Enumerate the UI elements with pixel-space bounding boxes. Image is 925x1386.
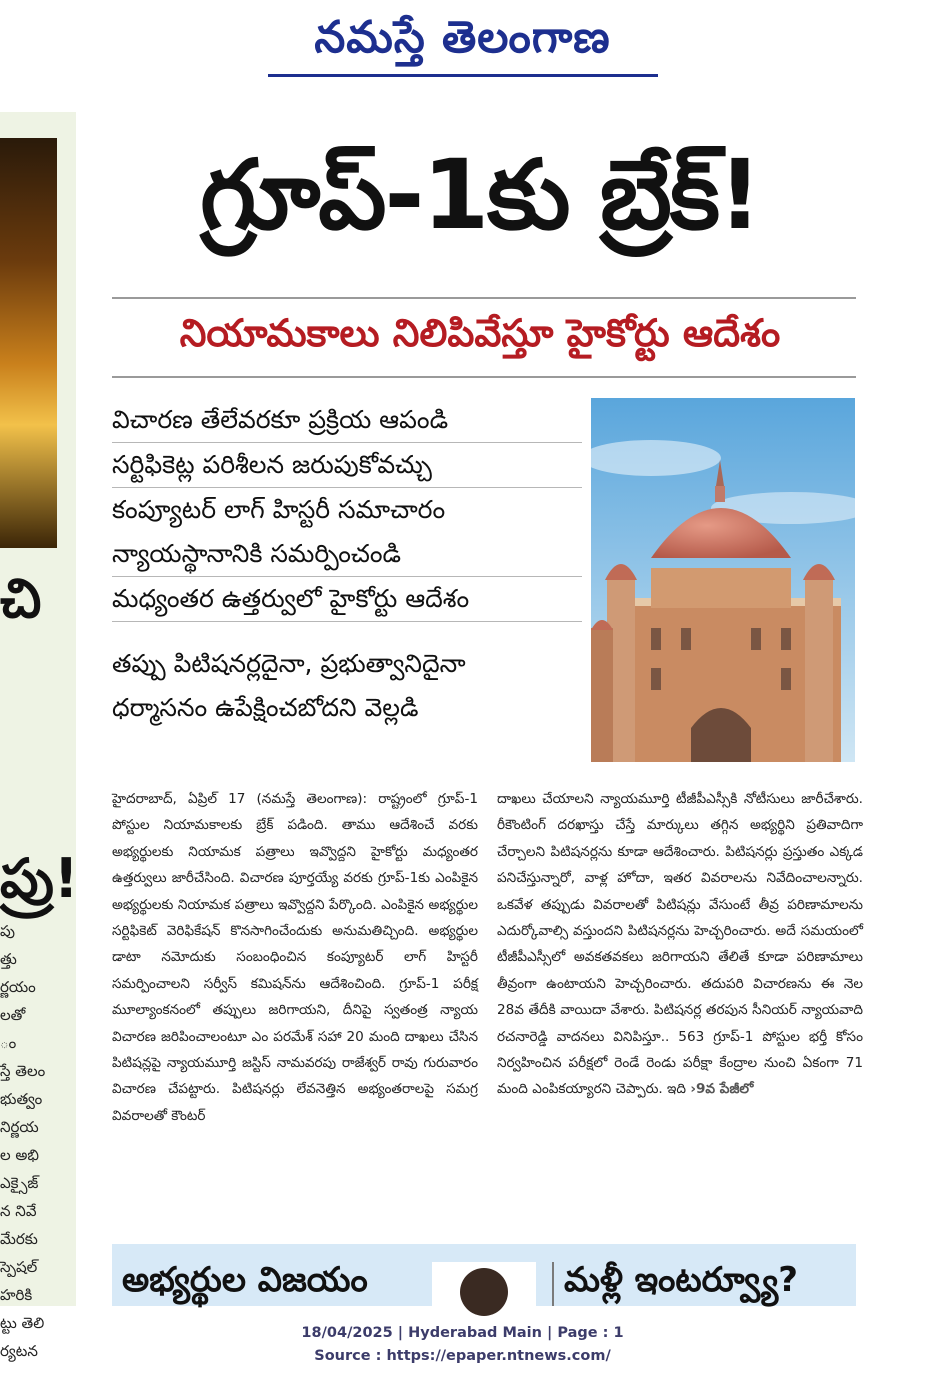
article-column-2-text: దాఖలు చేయాలని న్యాయమూర్తి టీజీపీఎస్సీకి నోటీసులు జారీచేశారు. రీకౌంటింగ్ దరఖాస్తు చేస్తే మార్కులు తగ్గిన అభ్యర్థిని ప్రతివాదిగా చేర్చాలని పిటిషనర్లను కూడా ఆదేశించారు. పిటిషనర్లు ప్రస్తుతం ఎక్కడ పనిచేస్తున్నారో, వాళ్ల హోదా, ఇతర వివరాలను నివేదించాలన్నారు. ఒకవేళ తప్పుడు వివరాలతో పిటిషన్లు వేసుంటే తీవ్ర పరిణామాలను ఎదుర్కోవాల్సి వస్తుందని పిటిషనర్లను హెచ్చరించారు. అదే సమయంలో టీజీపీఎస్సీలో అవకతవకలు జరిగాయని తేలితే కూడా పరిణామాలు తీవ్రంగా ఉంటాయని హెచ్చరించారు. తదుపరి విచారణను ఈ నెల 28వ తేదీకి వాయిదా వేశారు. పిటిషనర్ల తరపున సీనియర్ న్యాయవాది రచనారెడ్డి వాదనలు వినిపిస్తూ.. 563 గ్రూప్-1 పోస్టుల భర్తీ కోసం నిర్వహించిన పరీక్షలో రెండే రెండు పరీక్షా కేంద్రాల నుంచి ఏకంగా 71 మంది ఎంపికయ్యారని చెప్పారు. ఇది <box>497 791 863 1098</box>
headline-divider <box>112 297 856 299</box>
page-footer <box>0 1322 925 1368</box>
highlight-line: మధ్యంతర ఉత్తర్వులో హైకోర్టు ఆదేశం <box>112 577 582 622</box>
adjacent-text-line: ం <box>0 1034 17 1052</box>
highlights-box <box>112 398 582 730</box>
adjacent-text-line: ట్టు తెలి <box>0 1314 45 1332</box>
adjacent-text-line: ల అభి <box>0 1146 39 1164</box>
related-story-portrait <box>432 1262 536 1306</box>
portrait-avatar <box>460 1268 508 1316</box>
highlight-line: ధర్మాసనం ఉపేక్షించబోదని వెల్లడి <box>112 693 419 722</box>
adjacent-text-line: మేరకు <box>0 1230 38 1248</box>
highlight-line: కంప్యూటర్ లాగ్ హిస్టరీ సమాచారం <box>112 495 446 524</box>
related-story-title-right: మళ్లీ ఇంటర్వ్యూ? <box>564 1260 798 1300</box>
continued-on-page-link[interactable]: ›9వ పేజీలో <box>690 1081 754 1098</box>
subheadline-divider <box>112 376 856 378</box>
adjacent-text-line: ర్ణయం <box>0 978 36 996</box>
masthead-title: నమస్తే తెలంగాణ <box>314 12 611 63</box>
highlight-line: తప్పు పిటిషనర్లదైనా, ప్రభుత్వానిదైనా <box>112 649 466 678</box>
main-headline: గ్రూప్-1కు బ్రేక్! <box>200 139 760 251</box>
adjacent-text-line: త్తు <box>0 950 17 968</box>
adjacent-text-line: స్పెషల్ <box>0 1258 38 1276</box>
high-court-photo <box>591 398 855 762</box>
adjacent-text-line: హరికి <box>0 1286 33 1304</box>
article-column-2 <box>497 786 863 1103</box>
high-court-illustration <box>591 398 855 762</box>
highlight-line: విచారణ తేలేవరకూ ప్రక్రియ ఆపండి <box>112 398 582 443</box>
source-link[interactable]: Source : https://epaper.ntnews.com/ <box>314 1348 611 1364</box>
adjacent-headline-fragment-2: ప్రు! <box>0 847 79 910</box>
highlight-line: సర్టిఫికెట్ల పరిశీలన జరుపుకోవచ్చు <box>112 443 582 488</box>
adjacent-text-line: న నివే <box>0 1202 37 1220</box>
adjacent-text-line: ఎక్సైజ్ <box>0 1174 39 1192</box>
edition-info: 18/04/2025 | Hyderabad Main | Page : 1 <box>301 1325 624 1341</box>
adjacent-story-text <box>0 917 76 1365</box>
article-column-1: హైదరాబాద్, ఏప్రిల్ 17 (నమస్తే తెలంగాణ): రాష్ట్రంలో గ్రూప్-1 పోస్టుల నియామకాలకు బ్రేక్ పడింది. తాము ఆదేశించే వరకు అభ్యర్థులకు నియామక పత్రాలు ఇవ్వొద్దని హైకోర్టు మధ్యంతర ఉత్తర్వులు జారీచేసింది. విచారణ పూర్తయ్యే వరకు గ్రూప్-1కు ఎంపికైన అభ్యర్థులకు నియామక పత్రాలు ఇవ్వొద్దని పేర్కొంది. ఎంపికైన అభ్యర్థుల సర్టిఫికెట్ వెరిఫికేషన్ కొనసాగించేందుకు అనుమతిచ్చింది. అభ్యర్థుల డాటా నమోదుకు సంబంధించిన కంప్యూటర్ లాగ్ హిస్టరీ సమర్పించాలని సర్వీస్ కమిషన్‌ను ఆదేశించింది. గ్రూప్-1 పరీక్ష మూల్యాంకనంలో తప్పులు జరిగాయని, దీనిపై స్వతంత్ర న్యాయ విచారణ జరిపించాలంటూ ఎం పరమేశ్ సహా 20 మంది దాఖలు చేసిన పిటిషన్లపై న్యాయమూర్తి జస్టిస్ నామవరపు రాజేశ్వర్ రావు గురువారం విచారణ చేపట్టారు. పిటిషనర్లు లేవనెత్తిన అభ్యంతరాలపై సమగ్ర వివరాలతో కౌంటర్ <box>112 791 478 1124</box>
band-divider <box>552 1262 554 1306</box>
masthead-underline <box>268 74 658 77</box>
adjacent-text-line: నిర్ణయ <box>0 1118 39 1136</box>
adjacent-text-line: లతో <box>0 1006 26 1024</box>
adjacent-headline-fragment: చి <box>0 567 42 630</box>
adjacent-text-line: ర్యటన <box>0 1342 38 1360</box>
adjacent-text-line: భుత్వం <box>0 1090 43 1108</box>
subheadline: నియామకాలు నిలిపివేస్తూ హైకోర్టు ఆదేశం <box>179 311 781 355</box>
adjacent-text-line: పు <box>0 922 15 940</box>
adjacent-text-line: స్తే తెలం <box>0 1062 46 1080</box>
highlight-line: న్యాయస్థానానికి సమర్పించండి <box>112 532 582 577</box>
related-story-title-left: అభ్యర్థుల విజయం <box>122 1260 368 1300</box>
adjacent-story-strip <box>0 112 79 1360</box>
related-stories-band <box>112 1244 856 1306</box>
adjacent-story-photo <box>0 138 57 548</box>
